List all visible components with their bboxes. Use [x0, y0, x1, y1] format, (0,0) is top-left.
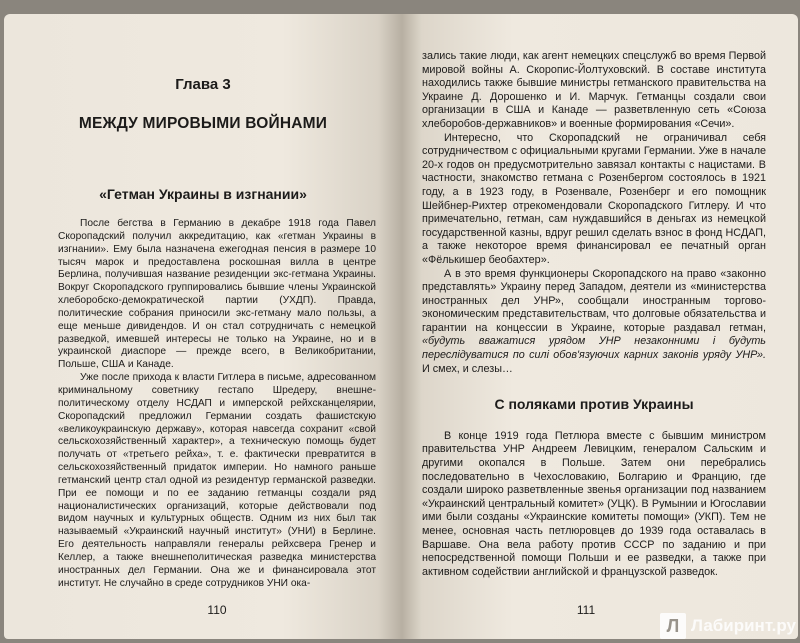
quote-paragraph-tail: И смех, и слезы… — [422, 362, 513, 375]
paragraph: В конце 1919 года Петлюра вместе с бывшим министром правительства УНР Андреем Левицким, генералом Сальским и другими окопался в Польше. Затем они перебрались последовательно в Чехословакию, Болгарию и Францию, где создали широко разветвленные звенья организации под названием «Украинский центральный комитет» (УЦК). В Румынии и Югославии ими были созданы «Украинские комитеты помощи» (УКП). Тем не менее, основная часть петлюровцев до 1939 года оставалась в Варшаве. Она вела работу против СССР по заданию и при непосредственной помощи Польши и ее разведки, а также при активном содействии английской и французской разведок. — [422, 429, 766, 578]
quote-paragraph — [422, 268, 766, 377]
right-page-text — [422, 50, 766, 579]
paragraph: Интересно, что Скоропадский не ограничивал себя сотрудничеством с официальными кругами Германии. Уже в начале 20-х годов он предусмотрительно завязал контакты с нацистами. В частности, знакомство гетмана с Розенбергом состоялось в 1921 году, а в 1923 году, в Розенвале, Розенберг и его помощник Шейбнер-Рихтер отрекомендовали Скоропадского Гитлеру. И что примечательно, гетман, сам нуждавшийся в деньгах из немецкой государственной казны, вдруг решил сделать взнос в фонд НСДАП, а также некоторое время финансировал ее печатный орган «Фёлькишер беобахтер». — [422, 131, 766, 266]
paragraph: После бегства в Германию в декабре 1918 года Павел Скоропадский получил аккредитацию, как «гетман Украины в изгнании». Ему была назначена ежегодная пенсия в размере 10 тысяч марок и предоставлена роскошная вилла в центре Берлина, получившая название резиденции экс-гетмана Украины. Вокруг Скоропадского группировались бывшие члены Украинской хлеборобско-демократической партии (УХДП). Правда, политические собрания приносили экс-гетману мало пользы, а еще меньше дивидендов. И он стал сотрудничать с немецкой разведкой, имевшей интересы не только на Украине, но и в украинской диаспоре — прежде всего, в Великобритании, Польше, США и Канаде. — [58, 218, 376, 371]
section-title: С поляками против Украины — [494, 396, 694, 413]
paragraph: зались такие люди, как агент немецких спецслужб во время Первой мировой войны А. Скоропис-Йолтуховский. В составе института находились также бывшие министры гетманского правительства на Украине Д. Дорошенко и И. Марчук. Гетманцы создали свои организации в США и Канаде — разветвленную сеть «Союза хлеборобов-державников» и военные формирования «Сечи». — [422, 50, 766, 130]
section-title: «Гетман Украины в изгнании» — [99, 186, 307, 202]
quote-paragraph-lead: А в это время функционеры Скоропадского на право «законно представлять» Украину перед Западом, деятели из «министерства иностранных дел УНР», сообщали иностранным торгово-экономическим представительствам, что долговые обязательства и гарантии на концессии в Украине, которые раздавал гетман, — [422, 267, 766, 334]
watermark-text: Лабиринт.ру — [690, 616, 796, 635]
page-number: 111 — [576, 603, 596, 617]
right-page — [402, 14, 798, 639]
ukrainian-quote: «будуть вважатися урядом УНР незаконними і будуть переслідуватися по силі обов'язуючих карних законів уряду УНР». — [422, 335, 766, 362]
labirint-logo-icon: Л — [660, 613, 686, 639]
paragraph: Уже после прихода к власти Гитлера в письме, адресованном криминальному советнику гестапо Шредеру, внешне-политическому отделу НСДАП и имперской рейхсканцелярии, Скоропадский предложил Германии создать фашистскую «великоукраинскую державу», которая навсегда сохранит «свой сельскохозяйственный характер», а техническую помощь будет получать от «третьего рейха», т. е. фактически превратится в сельскохозяйственный придаток империи. Но намного раньше гетманский центр стал одной из резидентур германской разведки. При ее помощи и по ее заданию гетманцы создали ряд националистических организаций, которые действовали под видом научных и культурных обществ. Одним из них был так называемый «Украинский научный институт» (УНИ) в Берлине. Его деятельность направляли генералы рейхсвера Гренер и Келлер, а также внешнеполитическая разведка министерства иностранных дел Германии. Она же и финансировала этот институт. Не случайно в среде сотрудников УНИ ока- — [58, 372, 376, 589]
chapter-title: МЕЖДУ МИРОВЫМИ ВОЙНАМИ — [78, 115, 328, 132]
left-page — [4, 14, 402, 639]
labirint-watermark — [660, 611, 796, 641]
page-number: 110 — [207, 603, 227, 617]
chapter-label: Глава 3 — [175, 76, 231, 93]
left-page-text — [58, 218, 376, 590]
